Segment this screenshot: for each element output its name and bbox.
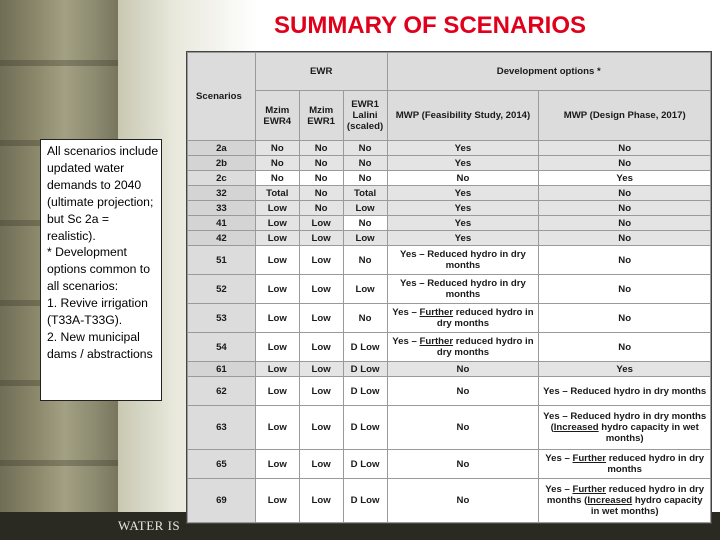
scenario-notes (40, 139, 162, 401)
cell-ewr1-lalini: No (343, 171, 387, 186)
cell-ewr1-lalini: D Low (343, 479, 387, 523)
table-row (188, 275, 711, 304)
cell-text-underlined: Increased (587, 495, 633, 506)
cell-mzim-ewr1: Low (299, 479, 343, 523)
cell-mzim-ewr4: No (255, 141, 299, 156)
cell-ewr1-lalini: Low (343, 275, 387, 304)
cell-ewr1-lalini: D Low (343, 450, 387, 479)
cell-mwp-design: Yes (539, 362, 711, 377)
cell-mzim-ewr1: No (299, 201, 343, 216)
cell-mwp-feasibility: Yes – Reduced hydro in dry months (387, 246, 539, 275)
cell-mwp-feasibility: Yes (387, 201, 539, 216)
cell-ewr1-lalini: Low (343, 201, 387, 216)
header-mzim-ewr4: Mzim EWR4 (255, 91, 299, 141)
table-row (188, 171, 711, 186)
cell-mzim-ewr1: Low (299, 406, 343, 450)
cell-mwp-feasibility: Yes (387, 141, 539, 156)
cell-mwp-design: No (539, 333, 711, 362)
cell-text: Yes – (545, 453, 573, 464)
cell-mzim-ewr4: Low (255, 450, 299, 479)
cell-mzim-ewr1: No (299, 186, 343, 201)
cell-mwp-design (539, 479, 711, 523)
table-row (188, 141, 711, 156)
cell-text: Yes – (392, 336, 420, 347)
cell-mzim-ewr4: No (255, 156, 299, 171)
cell-mwp-design: No (539, 231, 711, 246)
cell-mzim-ewr4: Low (255, 362, 299, 377)
cell-mzim-ewr4: Total (255, 186, 299, 201)
cell-mzim-ewr1: Low (299, 362, 343, 377)
cell-mzim-ewr1: Low (299, 216, 343, 231)
cell-scenario: 2c (188, 171, 256, 186)
cell-scenario: 54 (188, 333, 256, 362)
cell-mwp-feasibility: No (387, 362, 539, 377)
note-line: * Development options common to all scenarios: (47, 245, 154, 294)
cell-mwp-design: No (539, 304, 711, 333)
cell-text: Yes – (392, 307, 420, 318)
scenarios-table (186, 51, 712, 524)
cell-mwp-feasibility: Yes (387, 156, 539, 171)
cell-mwp-feasibility: Yes (387, 216, 539, 231)
note-line: 1. Revive irrigation (T33A-T33G). (47, 296, 152, 328)
cell-ewr1-lalini: D Low (343, 406, 387, 450)
cell-mzim-ewr1: Low (299, 246, 343, 275)
cell-text: Yes – Reduced hydro in dry months ( (543, 411, 707, 433)
table-row (188, 201, 711, 216)
header-mwp-design: MWP (Design Phase, 2017) (539, 91, 711, 141)
cell-ewr1-lalini: Low (343, 231, 387, 246)
cell-ewr1-lalini: Total (343, 186, 387, 201)
table-row (188, 246, 711, 275)
table-row (188, 216, 711, 231)
table-row (188, 186, 711, 201)
cell-mwp-design: No (539, 216, 711, 231)
cell-mwp-design: Yes (539, 171, 711, 186)
cell-ewr1-lalini: D Low (343, 333, 387, 362)
cell-mwp-feasibility: Yes (387, 186, 539, 201)
cell-mwp-design: No (539, 186, 711, 201)
header-development-options: Development options * (387, 53, 710, 91)
cell-mwp-design: No (539, 156, 711, 171)
cell-text-underlined: Further (572, 453, 607, 464)
cell-mzim-ewr4: No (255, 171, 299, 186)
header-mwp-feasibility: MWP (Feasibility Study, 2014) (387, 91, 539, 141)
cell-scenario: 69 (188, 479, 256, 523)
cell-mwp-design: No (539, 201, 711, 216)
cell-mzim-ewr4: Low (255, 333, 299, 362)
cell-mwp-design: Yes – Reduced hydro in dry months (539, 377, 711, 406)
cell-scenario: 2b (188, 156, 256, 171)
cell-mwp-design (539, 406, 711, 450)
cell-mwp-feasibility: No (387, 479, 539, 523)
cell-text: reduced hydro in dry months (606, 453, 705, 475)
cell-mwp-feasibility: No (387, 450, 539, 479)
cell-text: Yes – (545, 484, 573, 495)
cell-scenario: 33 (188, 201, 256, 216)
note-line: All scenarios include updated water demands to 2040 (ultimate projection; but Sc 2a = realistic). (47, 144, 162, 243)
cell-mwp-feasibility: No (387, 377, 539, 406)
cell-ewr1-lalini: D Low (343, 377, 387, 406)
cell-ewr1-lalini: No (343, 141, 387, 156)
cell-mzim-ewr1: Low (299, 377, 343, 406)
cell-scenario: 32 (188, 186, 256, 201)
cell-scenario: 65 (188, 450, 256, 479)
cell-mzim-ewr4: Low (255, 201, 299, 216)
cell-ewr1-lalini: D Low (343, 362, 387, 377)
cell-mzim-ewr1: Low (299, 231, 343, 246)
cell-ewr1-lalini: No (343, 156, 387, 171)
cell-mzim-ewr4: Low (255, 246, 299, 275)
cell-mzim-ewr1: Low (299, 275, 343, 304)
footer-text: WATER IS (118, 518, 181, 533)
header-ewr: EWR (255, 53, 387, 91)
cell-mwp-design: No (539, 141, 711, 156)
cell-mzim-ewr1: No (299, 141, 343, 156)
cell-mzim-ewr4: Low (255, 479, 299, 523)
cell-ewr1-lalini: No (343, 216, 387, 231)
table-row (188, 406, 711, 450)
cell-mzim-ewr4: Low (255, 377, 299, 406)
cell-mwp-design: No (539, 275, 711, 304)
cell-mwp-feasibility: No (387, 406, 539, 450)
table-row (188, 156, 711, 171)
slide-title: SUMMARY OF SCENARIOS (273, 12, 587, 39)
cell-mwp-feasibility: Yes (387, 231, 539, 246)
cell-text-underlined: Further (419, 336, 454, 347)
cell-mzim-ewr4: Low (255, 275, 299, 304)
cell-scenario: 52 (188, 275, 256, 304)
cell-mwp-feasibility: Yes – Reduced hydro in dry months (387, 275, 539, 304)
cell-mwp-feasibility (387, 333, 539, 362)
cell-scenario: 41 (188, 216, 256, 231)
cell-mzim-ewr1: Low (299, 450, 343, 479)
table-row (188, 304, 711, 333)
cell-scenario: 61 (188, 362, 256, 377)
cell-mzim-ewr1: Low (299, 304, 343, 333)
cell-scenario: 2a (188, 141, 256, 156)
table-row (188, 333, 711, 362)
cell-mzim-ewr4: Low (255, 216, 299, 231)
cell-mwp-feasibility (387, 304, 539, 333)
cell-mwp-design (539, 450, 711, 479)
cell-scenario: 53 (188, 304, 256, 333)
cell-scenario: 42 (188, 231, 256, 246)
cell-mwp-design: No (539, 246, 711, 275)
cell-text: reduced hydro in dry months ( (546, 484, 705, 506)
cell-text-underlined: Further (572, 484, 607, 495)
cell-text: hydro capacity in wet months) (590, 495, 703, 517)
cell-text: reduced hydro in dry months (436, 336, 534, 358)
cell-ewr1-lalini: No (343, 246, 387, 275)
cell-scenario: 51 (188, 246, 256, 275)
cell-mzim-ewr1: Low (299, 333, 343, 362)
cell-mzim-ewr1: No (299, 156, 343, 171)
header-scenarios: Scenarios (188, 53, 256, 141)
note-line: 2. New municipal dams / abstractions (47, 329, 153, 361)
cell-text-underlined: Further (419, 307, 454, 318)
cell-mzim-ewr4: Low (255, 406, 299, 450)
cell-scenario: 63 (188, 406, 256, 450)
header-ewr1-lalini: EWR1 Lalini (scaled) (343, 91, 387, 141)
cell-scenario: 62 (188, 377, 256, 406)
table-row (188, 479, 711, 523)
cell-ewr1-lalini: No (343, 304, 387, 333)
cell-mwp-feasibility: No (387, 171, 539, 186)
table-row (188, 377, 711, 406)
cell-mzim-ewr4: Low (255, 304, 299, 333)
cell-text: hydro capacity in wet months) (598, 422, 699, 444)
header-mzim-ewr1: Mzim EWR1 (299, 91, 343, 141)
cell-mzim-ewr4: Low (255, 231, 299, 246)
cell-mzim-ewr1: No (299, 171, 343, 186)
table-row (188, 362, 711, 377)
cell-text-underlined: Increased (553, 422, 599, 433)
cell-text: reduced hydro in dry months (436, 307, 534, 329)
table-row (188, 231, 711, 246)
table-row (188, 450, 711, 479)
